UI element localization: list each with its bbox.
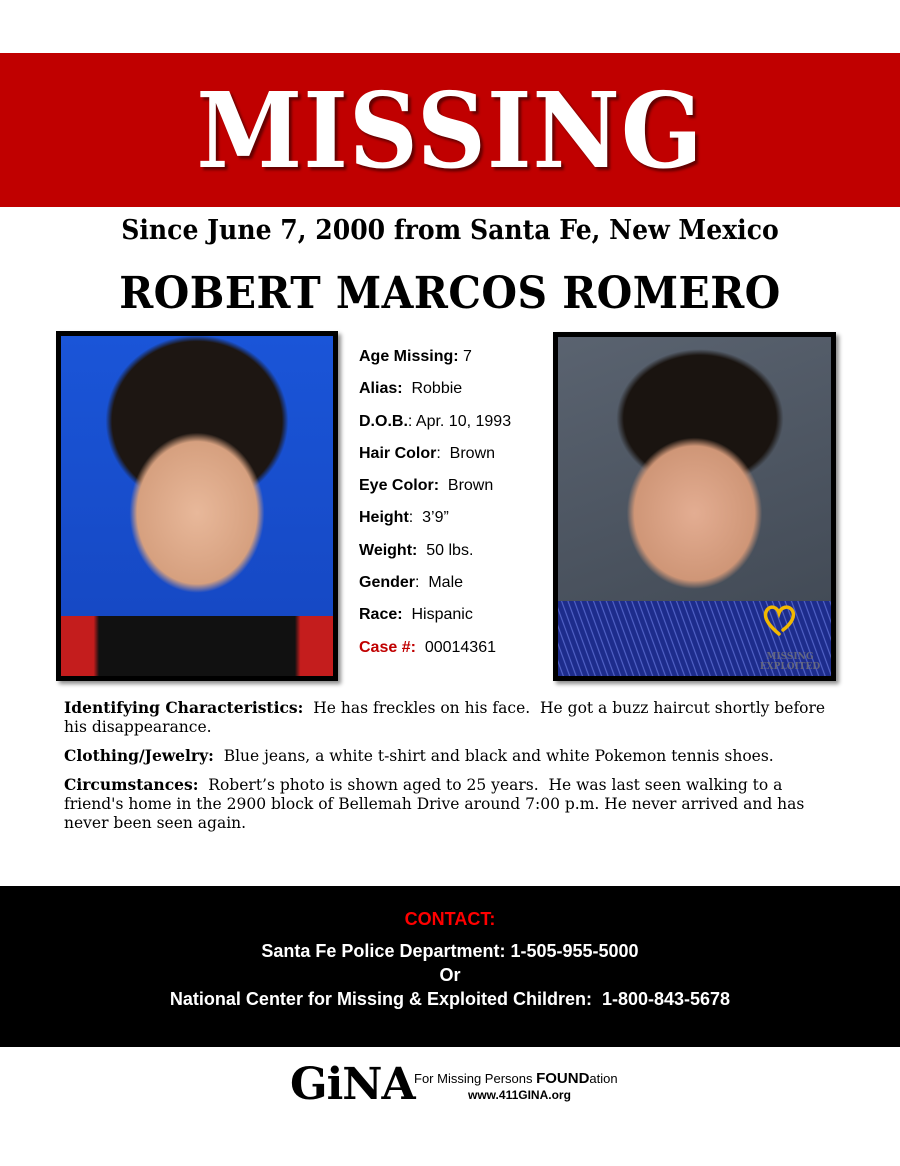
gina-footer bbox=[288, 1059, 628, 1110]
gina-tagline: For Missing Persons FOUNDation bbox=[414, 1070, 618, 1087]
details-list bbox=[359, 345, 549, 668]
photo-shirt bbox=[61, 616, 333, 676]
description-section bbox=[64, 698, 844, 842]
detail-case-number: Case #: 00014361 bbox=[359, 638, 496, 656]
circumstances: Circumstances: Robert’s photo is shown aged to 25 years. He was last seen walking to a friend's home in the 2900 block of Bellemah Drive around 7:00 p.m. He never arrived and has never been seen again. bbox=[64, 775, 810, 832]
detail-weight: Weight: 50 lbs. bbox=[359, 541, 474, 559]
missing-banner bbox=[0, 53, 900, 207]
gina-website-link[interactable]: www.411GINA.org bbox=[468, 1088, 571, 1102]
missing-since-line: Since June 7, 2000 from Santa Fe, New Mexico bbox=[121, 215, 779, 246]
detail-age-missing: Age Missing: 7 bbox=[359, 348, 472, 365]
contact-ncmec: National Center for Missing & Exploited Children: 1-800-843-5678 bbox=[169, 989, 731, 1009]
contact-or: Or bbox=[439, 965, 461, 985]
detail-hair-color: Hair Color: Brown bbox=[359, 444, 496, 462]
contact-title: CONTACT: bbox=[404, 909, 496, 929]
ncmec-watermark: MISSING EXPLOITED bbox=[755, 600, 825, 672]
gina-logo: GiNA bbox=[290, 1059, 415, 1110]
detail-height: Height: 3’9” bbox=[359, 509, 449, 527]
detail-eye-color: Eye Color: Brown bbox=[359, 477, 494, 495]
identifying-characteristics: Identifying Characteristics: He has freckles on his face. He got a buzz haircut shortly before his disappearance. bbox=[64, 698, 831, 736]
detail-alias: Alias: Robbie bbox=[359, 380, 463, 398]
clothing-jewelry: Clothing/Jewelry: Blue jeans, a white t-shirt and black and white Pokemon tennis shoes. bbox=[64, 746, 774, 765]
contact-police: Santa Fe Police Department: 1-505-955-5000 bbox=[261, 941, 639, 961]
contact-section bbox=[0, 886, 900, 1047]
heart-logo-icon bbox=[761, 602, 797, 638]
childhood-photo bbox=[56, 331, 338, 681]
age-progressed-photo bbox=[553, 332, 836, 681]
detail-dob: D.O.B.: Apr. 10, 1993 bbox=[359, 412, 512, 430]
detail-race: Race: Hispanic bbox=[359, 606, 473, 624]
detail-gender: Gender: Male bbox=[359, 574, 464, 592]
person-name: ROBERT MARCOS ROMERO bbox=[119, 268, 781, 319]
missing-title: MISSING bbox=[196, 69, 704, 192]
